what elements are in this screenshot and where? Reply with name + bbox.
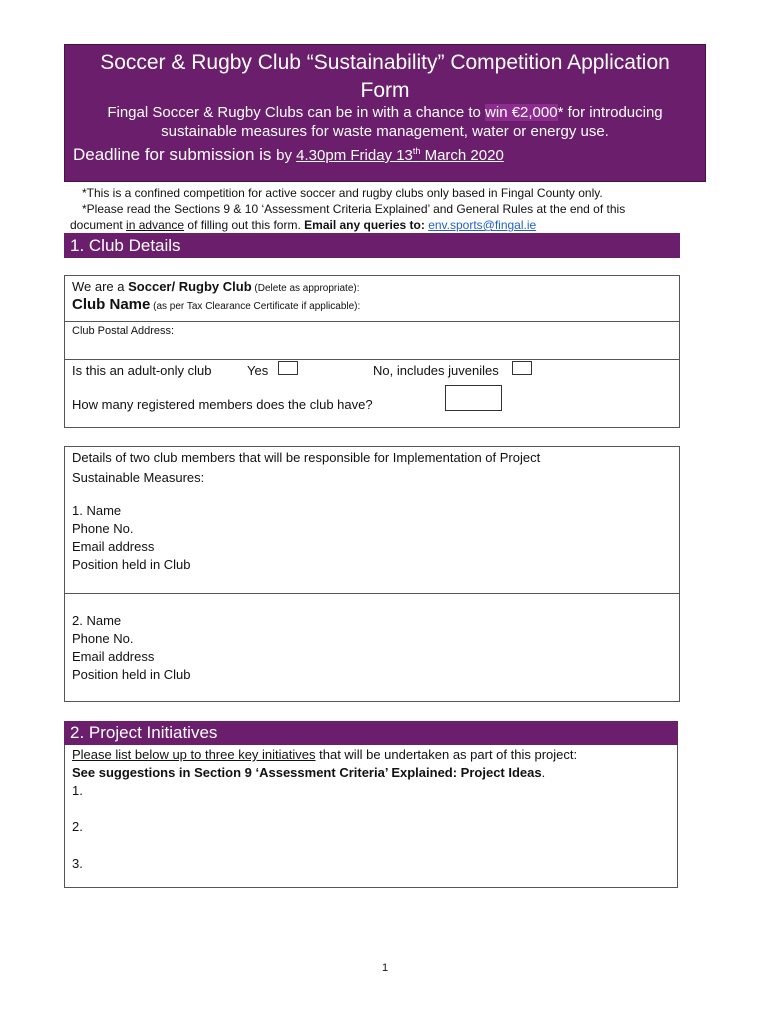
club-name-label: Club Name [72, 296, 151, 313]
prize-highlight: win €2,000 [485, 104, 558, 121]
suggestions-end: . [541, 765, 546, 780]
suggestions-text: See suggestions in Section 9 ‘Assessment Criteria’ Explained: Project Ideas [72, 765, 542, 780]
initiative-2[interactable]: 2. [72, 819, 83, 834]
note-read-sections [70, 201, 692, 233]
divider [65, 321, 679, 322]
club-details-box [64, 275, 680, 428]
deadline-by: by [276, 147, 297, 164]
member-1-block [72, 502, 191, 574]
members-count-label: How many registered members does the club have? [72, 397, 373, 412]
deadline-date-suffix: th [412, 146, 421, 156]
suggestions-line [72, 764, 545, 782]
member-2-phone[interactable]: Phone No. [72, 631, 134, 646]
note-email-label: Email any queries to: [304, 218, 429, 232]
member-1-position[interactable]: Position held in Club [72, 557, 191, 572]
initiatives-intro-rest: that will be undertaken as part of this project: [315, 747, 578, 762]
members-heading-line-2: Sustainable Measures: [72, 470, 205, 485]
initiative-1[interactable]: 1. [72, 783, 83, 798]
delete-note: (Delete as appropriate): [251, 283, 360, 294]
yes-label: Yes [247, 363, 269, 378]
subtitle-part-1: Fingal Soccer & Rugby Clubs can be in with a chance to [107, 104, 486, 121]
club-name-row[interactable] [72, 296, 360, 313]
yes-option [247, 362, 298, 380]
deadline-date: 4.30pm Friday 13 [296, 147, 413, 164]
member-2-email[interactable]: Email address [72, 649, 155, 664]
divider [65, 593, 679, 594]
note-confined: *This is a confined competition for active soccer and rugby clubs only based in Fingal County only. [82, 186, 603, 200]
members-heading [72, 448, 540, 488]
club-name-note: (as per Tax Clearance Certificate if applicable): [150, 301, 361, 312]
project-initiatives-box [64, 745, 678, 888]
adult-club-label: Is this an adult-only club [72, 363, 212, 378]
no-label: No, includes juveniles [373, 363, 499, 378]
member-1-name[interactable]: 1. Name [72, 503, 122, 518]
section-2-title: 2. Project Initiatives [70, 723, 218, 742]
postal-address-field[interactable]: Club Postal Address: [72, 325, 175, 337]
section-1-title: 1. Club Details [70, 236, 181, 255]
section-2-header [64, 721, 678, 745]
note-line-3b: of filling out this form. [184, 218, 305, 232]
members-heading-line-1: Details of two club members that will be responsible for Implementation of Project [72, 450, 541, 465]
page-number: 1 [381, 962, 389, 974]
club-type-row [72, 278, 360, 298]
member-2-position[interactable]: Position held in Club [72, 667, 191, 682]
section-1-header [64, 233, 680, 258]
subtitle-part-2: * for introducing [557, 104, 663, 121]
form-title [65, 49, 705, 105]
subtitle-line-2: sustainable measures for waste management, water or energy use. [161, 123, 609, 140]
no-checkbox[interactable] [512, 361, 532, 375]
header-banner [64, 44, 706, 182]
members-box [64, 446, 680, 702]
initiatives-intro-underlined: Please list below up to three key initiatives [72, 747, 316, 762]
member-1-email[interactable]: Email address [72, 539, 155, 554]
title-line-1: Soccer & Rugby Club “Sustainability” Competition Application [100, 51, 670, 74]
deadline-month: March 2020 [420, 147, 504, 164]
note-line-3a: document [70, 218, 127, 232]
initiative-3[interactable]: 3. [72, 856, 83, 871]
divider [65, 359, 679, 360]
title-line-2: Form [360, 79, 410, 102]
club-type-value[interactable]: Soccer/ Rugby Club [128, 279, 252, 294]
deadline-label: Deadline for submission is [73, 145, 277, 164]
adult-club-question [72, 362, 211, 380]
header-subtitle [65, 103, 705, 141]
member-2-name[interactable]: 2. Name [72, 613, 122, 628]
no-option [373, 362, 532, 380]
note-in-advance: in advance [126, 218, 185, 232]
email-link[interactable]: env.sports@fingal.ie [428, 218, 537, 232]
yes-checkbox[interactable] [278, 361, 298, 375]
we-are-label: We are a [72, 279, 129, 294]
deadline [73, 145, 504, 165]
members-count-input[interactable] [445, 385, 502, 411]
member-1-phone[interactable]: Phone No. [72, 521, 134, 536]
note-line-2: *Please read the Sections 9 & 10 ‘Assessment Criteria Explained’ and General Rules at the end of this [82, 202, 626, 216]
member-2-block [72, 612, 191, 684]
initiatives-intro [72, 746, 577, 764]
